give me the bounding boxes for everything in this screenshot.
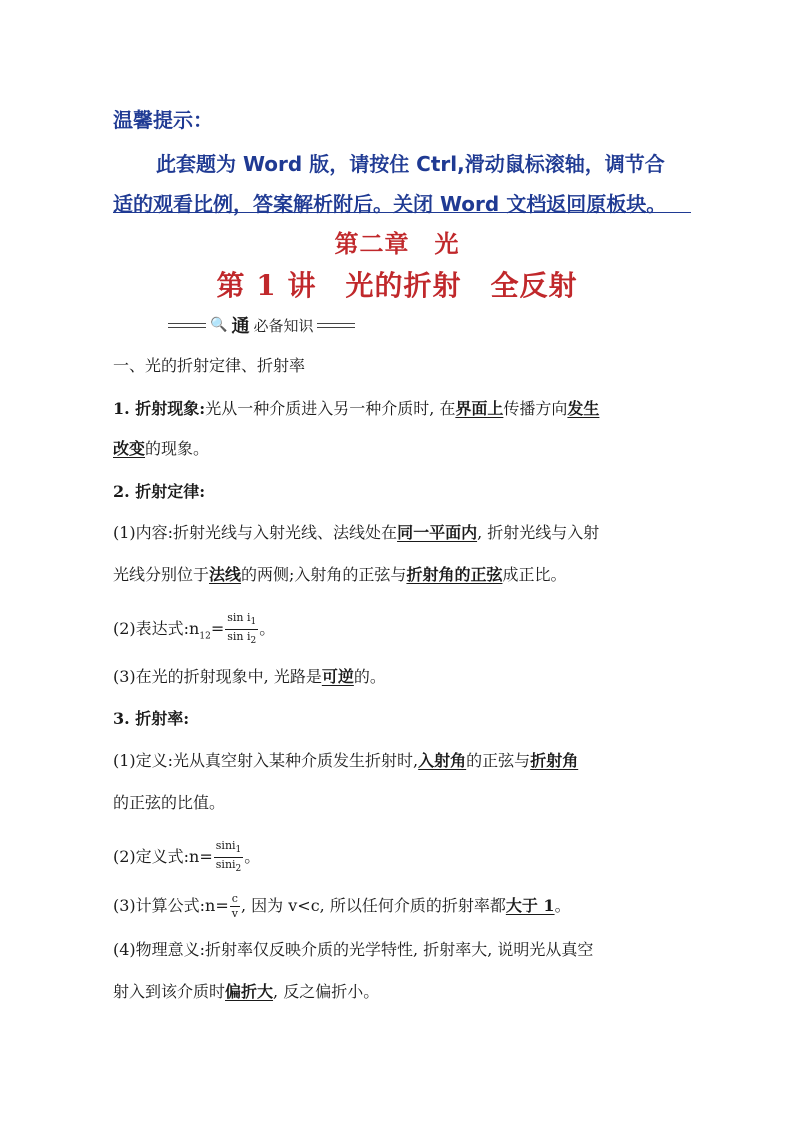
emphasis: 折射角	[530, 751, 579, 770]
label: 2. 折射定律:	[113, 482, 206, 501]
para-index-calculation	[113, 893, 571, 920]
text: (3)计算公式:n=	[113, 896, 229, 916]
numerator: sin i	[227, 611, 251, 624]
text: 光从一种介质进入另一种介质时, 在	[205, 399, 456, 418]
text: (2)表达式:n	[113, 619, 200, 639]
emphasis: 可逆	[321, 667, 354, 686]
emphasis: 同一平面内	[397, 523, 478, 542]
emphasis: 入射角	[418, 751, 467, 770]
para-index-definition-2	[113, 795, 225, 811]
emphasis: 改变	[113, 439, 146, 458]
subscript: 12	[199, 631, 211, 642]
banner-rule-right	[317, 323, 355, 328]
text: 。	[244, 847, 261, 867]
text: , 因为 v<c, 所以任何介质的折射率都	[241, 896, 506, 916]
text: 传播方向	[503, 399, 568, 418]
subscript: 2	[250, 636, 257, 647]
banner-logo: 通	[231, 316, 250, 337]
label: 3. 折射率:	[113, 709, 190, 728]
text: 的。	[353, 667, 386, 686]
text: 。	[554, 896, 571, 916]
text: (1)内容:折射光线与入射光线、法线处在	[113, 523, 398, 542]
text: 光线分别位于	[113, 565, 210, 584]
text: 射入到该介质时	[113, 982, 226, 1001]
subscript: 1	[250, 617, 257, 628]
section-banner	[168, 312, 355, 338]
fraction	[214, 840, 244, 875]
text: , 折射光线与入射	[477, 523, 600, 542]
text: (1)定义:光从真空射入某种介质发生折射时,	[113, 751, 419, 770]
magnifier-icon: 🔍	[210, 317, 228, 333]
para-law-reversible	[113, 669, 386, 685]
text: 。	[259, 619, 276, 639]
para-law-content-1	[113, 525, 599, 541]
text: 的两侧;入射角的正弦与	[241, 565, 407, 584]
para-refraction-phenomenon-cont	[113, 441, 209, 457]
emphasis: 大于 1	[505, 896, 555, 916]
numerator: sini	[215, 839, 236, 852]
fraction	[225, 612, 258, 647]
para-physical-meaning-1	[113, 942, 593, 958]
tip-line-1: 此套题为 Word 版，请按住 Ctrl,滑动鼠标滚轴，调节合	[156, 152, 665, 176]
numerator: c	[230, 893, 240, 907]
para-refraction-phenomenon	[113, 401, 599, 417]
para-index-formula	[113, 840, 260, 875]
subscript: 1	[235, 845, 242, 856]
tip-underline	[113, 212, 691, 213]
denominator: sini	[215, 858, 236, 872]
denominator: sin i	[227, 630, 251, 644]
emphasis: 发生	[567, 399, 600, 418]
text: 成正比。	[502, 565, 567, 584]
denominator: v	[231, 907, 238, 921]
text: (2)定义式:n=	[113, 847, 213, 867]
para-law-content-2	[113, 567, 566, 583]
text: 的正弦与	[466, 751, 531, 770]
para-law-expression	[113, 612, 275, 647]
tip-line-2: 适的观看比例，答案解析附后。关闭 Word 文档返回原板块。	[113, 192, 667, 216]
para-physical-meaning-2	[113, 984, 379, 1000]
text: =	[210, 619, 225, 639]
heading-1: 一、光的折射定律、折射率	[113, 356, 306, 375]
label-refraction-law	[113, 484, 205, 500]
emphasis: 法线	[209, 565, 242, 584]
label: 1. 折射现象:	[113, 399, 206, 418]
subscript: 2	[235, 864, 242, 875]
tip-title: 温馨提示：	[113, 108, 213, 132]
emphasis: 偏折大	[225, 982, 274, 1001]
text: 的正弦的比值。	[113, 793, 226, 812]
emphasis: 折射角的正弦	[406, 565, 503, 584]
para-index-definition-1	[113, 753, 578, 769]
emphasis: 界面上	[455, 399, 504, 418]
label-refractive-index	[113, 711, 189, 727]
text: , 反之偏折小。	[273, 982, 380, 1001]
banner-rule-left	[168, 323, 206, 328]
text: (4)物理意义:折射率仅反映介质的光学特性, 折射率大, 说明光从真空	[113, 940, 594, 959]
banner-label: 必备知识	[253, 316, 314, 335]
chapter-title: 第二章 光	[334, 229, 460, 258]
text: 的现象。	[145, 439, 210, 458]
lesson-title: 第 1 讲 光的折射 全反射	[216, 269, 578, 302]
fraction	[230, 893, 240, 920]
text: (3)在光的折射现象中, 光路是	[113, 667, 322, 686]
